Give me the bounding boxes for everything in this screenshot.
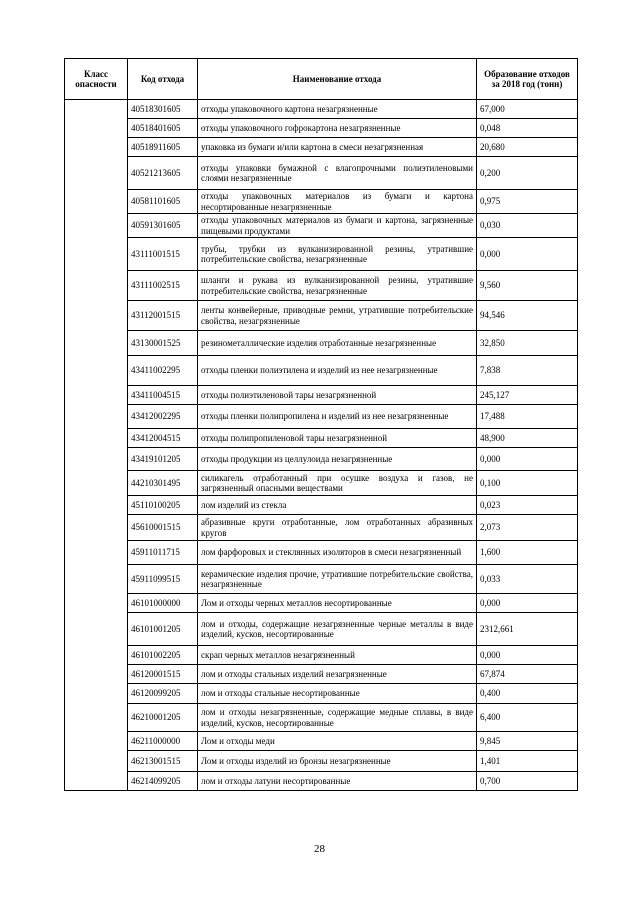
waste-name-cell: силикагель отработанный при осушке воздуха и газов, не загрязненный опасными веществами <box>198 471 477 496</box>
table-row <box>65 732 578 751</box>
amount-cell: 67,000 <box>477 100 578 119</box>
table-row <box>65 515 578 541</box>
waste-code-cell: 46213001515 <box>128 751 198 772</box>
amount-cell: 0,048 <box>477 119 578 138</box>
amount-cell: 2312,661 <box>477 613 578 646</box>
table-row <box>65 613 578 646</box>
waste-code-cell: 45110100205 <box>128 496 198 515</box>
amount-cell: 0,700 <box>477 772 578 791</box>
table-header-row <box>65 59 578 100</box>
waste-name-cell: керамические изделия прочие, утратившие потребительские свойства, незагрязненные <box>198 565 477 594</box>
waste-name-cell: Лом и отходы меди <box>198 732 477 751</box>
waste-name-cell: трубы, трубки из вулканизированной резины, утратившие потребительские свойства, незагрязненные <box>198 238 477 271</box>
waste-name-cell: абразивные круги отработанные, лом отработанных абразивных кругов <box>198 515 477 541</box>
table-row <box>65 405 578 429</box>
waste-name-cell: отходы полипропиленовой тары незагрязненной <box>198 429 477 448</box>
table-row <box>65 565 578 594</box>
amount-cell: 0,000 <box>477 238 578 271</box>
amount-cell: 20,680 <box>477 138 578 157</box>
amount-cell: 0,400 <box>477 684 578 704</box>
waste-code-cell: 43111001515 <box>128 238 198 271</box>
waste-code-cell: 40518401605 <box>128 119 198 138</box>
table-row <box>65 751 578 772</box>
table-row <box>65 772 578 791</box>
waste-code-cell: 46210001205 <box>128 704 198 732</box>
amount-cell: 0,023 <box>477 496 578 515</box>
waste-code-cell: 40518911605 <box>128 138 198 157</box>
amount-cell: 32,850 <box>477 331 578 356</box>
table-row <box>65 704 578 732</box>
waste-code-cell: 46211000000 <box>128 732 198 751</box>
amount-cell: 0,000 <box>477 646 578 665</box>
waste-code-cell: 46120001515 <box>128 665 198 684</box>
header-hazard-class: Класс опасности <box>65 59 128 100</box>
table-row <box>65 448 578 471</box>
table-row <box>65 331 578 356</box>
waste-code-cell: 40518301605 <box>128 100 198 119</box>
waste-name-cell: отходы упаковочного гофрокартона незагрязненные <box>198 119 477 138</box>
table-row <box>65 190 578 214</box>
amount-cell: 0,033 <box>477 565 578 594</box>
amount-cell: 0,000 <box>477 448 578 471</box>
waste-name-cell: Лом и отходы изделий из бронзы незагрязненные <box>198 751 477 772</box>
table-row <box>65 429 578 448</box>
waste-name-cell: лом фарфоровых и стеклянных изоляторов в смеси незагрязненный <box>198 541 477 565</box>
amount-cell: 0,030 <box>477 214 578 238</box>
table-row <box>65 356 578 386</box>
waste-name-cell: отходы пленки полипропилена и изделий из нее незагрязненные <box>198 405 477 429</box>
waste-name-cell: Лом и отходы черных металлов несортированные <box>198 594 477 613</box>
waste-code-cell: 40581101605 <box>128 190 198 214</box>
header-waste-code: Код отхода <box>128 59 198 100</box>
amount-cell: 0,100 <box>477 471 578 496</box>
waste-code-cell: 43130001525 <box>128 331 198 356</box>
table-row <box>65 541 578 565</box>
waste-name-cell: отходы продукции из целлулоида незагрязненные <box>198 448 477 471</box>
amount-cell: 1,401 <box>477 751 578 772</box>
waste-code-cell: 43112001515 <box>128 301 198 331</box>
waste-name-cell: лом и отходы незагрязненные, содержащие медные сплавы, в виде изделий, кусков, несортированные <box>198 704 477 732</box>
table-row <box>65 684 578 704</box>
amount-cell: 7,838 <box>477 356 578 386</box>
page-number: 28 <box>314 843 325 855</box>
table-row <box>65 271 578 301</box>
amount-cell: 9,845 <box>477 732 578 751</box>
waste-code-cell: 45911011715 <box>128 541 198 565</box>
waste-code-cell: 40591301605 <box>128 214 198 238</box>
amount-cell: 9,560 <box>477 271 578 301</box>
table-row <box>65 138 578 157</box>
waste-name-cell: отходы упаковочных материалов из бумаги и картона, загрязненные пищевыми продуктами <box>198 214 477 238</box>
waste-code-cell: 46101000000 <box>128 594 198 613</box>
amount-cell: 2,073 <box>477 515 578 541</box>
table-row <box>65 119 578 138</box>
waste-name-cell: шланги и рукава из вулканизированной резины, утратившие потребительские свойства, незагрязненные <box>198 271 477 301</box>
table-row <box>65 594 578 613</box>
table-row <box>65 496 578 515</box>
waste-name-cell: отходы упаковочных материалов из бумаги и картона несортированные незагрязненные <box>198 190 477 214</box>
table-row <box>65 100 578 119</box>
waste-name-cell: лом и отходы, содержащие незагрязненные черные металлы в виде изделий, кусков, несортированные <box>198 613 477 646</box>
waste-code-cell: 45610001515 <box>128 515 198 541</box>
header-amount-2018: Образование отходов за 2018 год (тонн) <box>477 59 578 100</box>
table-row <box>65 238 578 271</box>
waste-name-cell: отходы пленки полиэтилена и изделий из нее незагрязненные <box>198 356 477 386</box>
header-waste-name: Наименование отхода <box>198 59 477 100</box>
waste-code-cell: 45911099515 <box>128 565 198 594</box>
amount-cell: 17,488 <box>477 405 578 429</box>
waste-code-cell: 43412002295 <box>128 405 198 429</box>
waste-code-cell: 46101002205 <box>128 646 198 665</box>
amount-cell: 6,400 <box>477 704 578 732</box>
table-row <box>65 646 578 665</box>
waste-name-cell: лом и отходы стальных изделий незагрязненные <box>198 665 477 684</box>
waste-code-cell: 44210301495 <box>128 471 198 496</box>
waste-name-cell: резинометаллические изделия отработанные незагрязненные <box>198 331 477 356</box>
table-row <box>65 157 578 190</box>
waste-code-cell: 43411004515 <box>128 386 198 405</box>
waste-name-cell: скрап черных металлов незагрязненный <box>198 646 477 665</box>
waste-name-cell: упаковка из бумаги и/или картона в смеси незагрязненная <box>198 138 477 157</box>
hazard-class-cell <box>65 100 128 791</box>
amount-cell: 1,600 <box>477 541 578 565</box>
amount-cell: 48,900 <box>477 429 578 448</box>
waste-name-cell: отходы упаковки бумажной с влагопрочными полиэтиленовыми слоями незагрязненные <box>198 157 477 190</box>
amount-cell: 0,200 <box>477 157 578 190</box>
waste-name-cell: ленты конвейерные, приводные ремни, утратившие потребительские свойства, незагрязненные <box>198 301 477 331</box>
waste-code-cell: 43412004515 <box>128 429 198 448</box>
amount-cell: 0,000 <box>477 594 578 613</box>
waste-code-cell: 43111002515 <box>128 271 198 301</box>
table-row <box>65 386 578 405</box>
waste-name-cell: лом и отходы стальные несортированные <box>198 684 477 704</box>
amount-cell: 245,127 <box>477 386 578 405</box>
waste-code-cell: 43419101205 <box>128 448 198 471</box>
waste-code-cell: 46120099205 <box>128 684 198 704</box>
waste-name-cell: лом и отходы латуни несортированные <box>198 772 477 791</box>
table-row <box>65 301 578 331</box>
waste-name-cell: отходы упаковочного картона незагрязненные <box>198 100 477 119</box>
table-body <box>65 100 578 791</box>
waste-code-cell: 43411002295 <box>128 356 198 386</box>
table-row <box>65 471 578 496</box>
waste-code-cell: 46214099205 <box>128 772 198 791</box>
waste-code-cell: 40521213605 <box>128 157 198 190</box>
waste-table <box>64 58 578 791</box>
amount-cell: 67,874 <box>477 665 578 684</box>
table-row <box>65 214 578 238</box>
waste-code-cell: 46101001205 <box>128 613 198 646</box>
waste-name-cell: отходы полиэтиленовой тары незагрязненной <box>198 386 477 405</box>
table-row <box>65 665 578 684</box>
amount-cell: 94,546 <box>477 301 578 331</box>
amount-cell: 0,975 <box>477 190 578 214</box>
waste-name-cell: лом изделий из стекла <box>198 496 477 515</box>
